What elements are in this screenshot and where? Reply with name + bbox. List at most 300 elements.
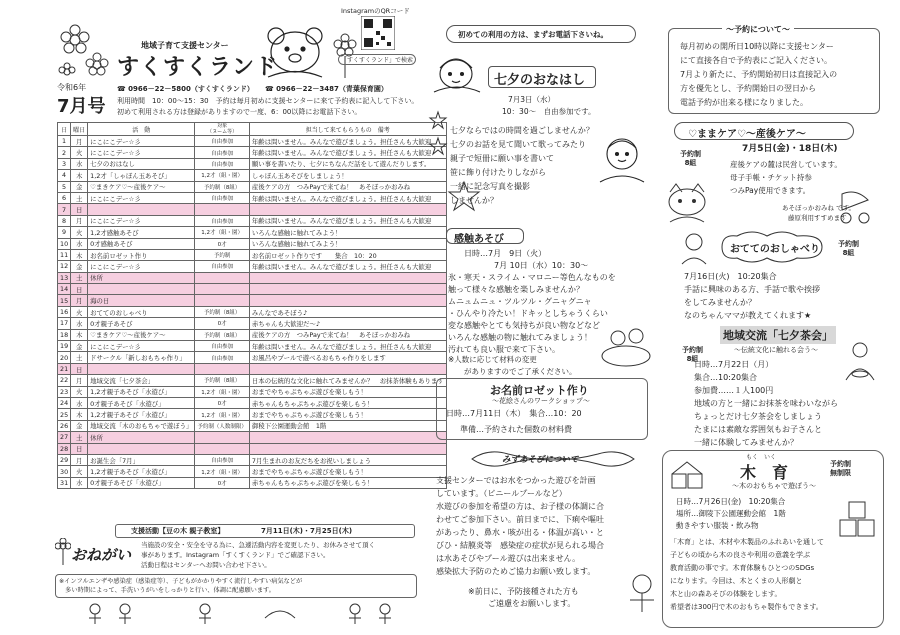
schedule-row [58,477,447,488]
mizu-note2: ご遠慮をお願いします。 [488,599,576,608]
schedule-weekday: 日 [71,443,88,454]
schedule-notes: いろんな感触に触れてみよう！ [249,227,446,238]
schedule-weekday: 火 [71,306,88,317]
mokuiku-desc-line: になります。今回は、木とくまの人形劇と [670,577,803,585]
schedule-weekday: 金 [71,420,88,431]
schedule-row [58,284,447,295]
schedule-notes: 年齢は問いません。みんなで遊びましょう。担任さんも大歓迎 [249,147,446,158]
mokuiku-desc-line: 希望者は300円で木のおもちゃ製作もできます。 [670,603,823,611]
right-column [660,0,885,635]
schedule-day: 3 [58,158,71,169]
schedule-day: 27 [58,432,71,443]
schedule-activity: にこにこデー☆彡 [88,341,195,352]
mamacare-line: つみPay使用できます。 [730,186,811,195]
kanshoku-title: 感触あそび [454,234,504,245]
mokuiku-line: 動きやすい服装・飲み物 [676,521,759,530]
middle-column [428,0,658,635]
kanshoku-date1: 日時…7月 9日（火） [464,249,547,258]
otete-line: なのちゃんママが教えてくれます★ [684,311,812,320]
schedule-row [58,409,447,420]
rosette-date: 日時…7月11日（木） 集合…10：20 [446,409,582,418]
schedule-weekday: 日 [71,284,88,295]
schedule-weekday: 水 [71,397,88,408]
schedule-row [58,306,447,317]
schedule-day: 8 [58,215,71,226]
schedule-notes [249,284,446,295]
schedule-target: 1,2才（組・園） [195,386,250,397]
otete-title: おててのおしゃべり [730,244,820,255]
schedule-target: 自由参加 [195,215,250,226]
schedule-notes: 年齢は問いません。みんなで遊びましょう。担任さんも大歓迎 [249,215,446,226]
col-header-notes: 担当して来てもらうもの 備考 [249,123,446,136]
schedule-day: 10 [58,238,71,249]
schedule-weekday: 日 [71,363,88,374]
chakai-line: 日時…7月22日（月） [694,360,774,369]
mamacare-title: ♡ままケア♡～産後ケア～ [688,129,806,140]
schedule-target: 自由参加 [195,192,250,203]
kanshoku-note1: ※人数に応じて材料の変更 [448,355,537,364]
schedule-day: 17 [58,318,71,329]
mamacare-date: 7月5日(金)・18日(木) [742,144,838,154]
schedule-row [58,261,447,272]
schedule-row [58,363,447,374]
schedule-notes: 年齢は問いません。みんなで遊びましょう。担任さんも大歓迎 [249,261,446,272]
schedule-day: 12 [58,261,71,272]
schedule-notes: 年齢は問いません。みんなで遊びましょう。担任さんも大歓迎 [249,136,446,147]
star-decoration-icon [434,180,494,216]
schedule-day: 20 [58,352,71,363]
tanabata-date: 7月3日（水） [508,95,556,104]
schedule-activity: 休所 [88,272,195,283]
schedule-day: 25 [58,409,71,420]
schedule-row [58,432,447,443]
schedule-activity: 1,2才親子あそび「水遊び」 [88,466,195,477]
schedule-activity: にこにこデー☆彡 [88,261,195,272]
schedule-target: 1,2才（組・園） [195,409,250,420]
schedule-target [195,295,250,306]
schedule-notes: 年齢は問いません。みんなで遊びましょう。担任さんも大歓迎 [249,341,446,352]
schedule-notes: 願い事を書いたり、七夕にちなんだ話をして遊んだりします。 [249,158,446,169]
schedule-day: 11 [58,249,71,260]
schedule-activity: 1,2才「しゃぼん玉あそび」 [88,170,195,181]
kanshoku-note2: がありますのでご了承ください。 [464,367,577,376]
mizu-title: みずあそびについて [502,455,579,465]
schedule-day: 6 [58,192,71,203]
schedule-activity: 地域交流「七夕茶会」 [88,375,195,386]
mokuiku-title: 木 育 [740,463,789,482]
schedule-weekday: 火 [71,466,88,477]
support-activity-dates: 7月11日(木)・7月25日(木) [261,527,353,535]
schedule-target: 予約制（8組） [195,329,250,340]
schedule-activity: にこにこデー☆彡 [88,147,195,158]
first-time-note: 初めて利用される方は登録がありますので一度、6：00以降にお電話下さい。 [117,108,362,116]
qr-label: InstagramのQRコード [341,7,410,15]
support-activity-label: 支援活動【豆の木 親子教室】 [131,527,225,535]
wooden-blocks-icon [836,494,880,540]
mokuiku-reserve-tag: 予約制 無制限 [830,460,851,477]
schedule-notes: おまでやちゃぷちゃぷ遊びを楽しもう！ [249,466,446,477]
schedule-row [58,204,447,215]
schedule-day: 15 [58,295,71,306]
schedule-day: 24 [58,397,71,408]
rosette-sub: ～花絵さんのワークショップ～ [492,397,590,405]
schedule-notes: お名前ロゼット作りです 集合 10：20 [249,249,446,260]
schedule-activity: 1,2才親子あそび「水遊び」 [88,409,195,420]
mokuiku-desc-line: 子どもの頃から木の良さや利用の意義を学ぶ [670,551,810,559]
schedule-day: 14 [58,284,71,295]
flower-decoration-icon [55,20,115,90]
mokuiku-desc-line: 教育活動の事です。木育体験もひとつのSDGs [670,564,815,572]
kanshoku-line: 変な感触やとても気持ちが良い物などなど [448,321,600,330]
schedule-activity [88,443,195,454]
slime-play-icon [598,320,654,370]
mizu-note1: ※前日に、予防接種された方も [468,587,579,596]
kanshoku-line: 触って様々な感触を楽しみませんか？ [448,285,584,294]
schedule-row [58,192,447,203]
schedule-notes: 日本の伝統的な文化に触れてみませんか？ お抹茶体験もあります [249,375,446,386]
schedule-target: 自由参加 [195,261,250,272]
phone-center: ☎ 0966－22－5800（すくすくランド） [117,85,254,93]
schedule-target [195,204,250,215]
schedule-row [58,136,447,147]
tanabata-line: 一緒に記念写真を撮影 [450,182,530,191]
schedule-day: 4 [58,170,71,181]
schedule-activity: にこにこデー☆彡 [88,215,195,226]
mamacare-line: 産後ケアの麓は民営しています。 [730,160,842,169]
tanabata-line: 親子で短冊に願い事を書いて [450,154,554,163]
left-column [55,0,444,635]
tanabata-time: 10：30～ 自由参加です。 [502,107,596,116]
child-waving-icon [624,572,660,616]
schedule-table [57,122,447,489]
schedule-weekday: 木 [71,170,88,181]
schedule-weekday: 水 [71,477,88,488]
schedule-activity: おててのおしゃべり [88,306,195,317]
phone-nursery: ☎ 0966－22－3487（青葉保育園） [265,85,388,93]
page-title: すくすくランド [117,55,279,80]
schedule-day: 5 [58,181,71,192]
schedule-day: 1 [58,136,71,147]
kanshoku-line: ムニュムニュ・ツルツル・グニャグニャ [448,297,592,306]
schedule-day: 28 [58,443,71,454]
schedule-weekday: 月 [71,295,88,306]
col-header-day: 日 [58,123,71,136]
tanabata-title: 七夕のおなはし [494,73,586,88]
chakai-sub: ～伝統文化に触れる会う～ [734,346,818,354]
onegai-line: 事があります。Instagram「すくすくランド」でご確認下さい。 [141,551,330,559]
rosette-prep: 準備…予約された個数の材料費 [460,425,572,434]
yoyaku-line: 毎月初めの開所日10時以降に支援センター [680,42,834,51]
schedule-target: 自由参加 [195,158,250,169]
schedule-activity [88,204,195,215]
schedule-notes: 赤ちゃんもちゃぷちゃぷ遊びを楽しもう！ [249,477,446,488]
schedule-activity: お名前ロゼット作り [88,249,195,260]
chakai-reserve-tag: 予約制 8組 [682,346,703,363]
schedule-header-row [58,123,447,136]
kanshoku-line: いろんな感触の物に触れてみましょう！ [448,333,592,342]
schedule-row [58,215,447,226]
schedule-day: 23 [58,386,71,397]
schedule-weekday: 土 [71,272,88,283]
schedule-activity: 1,2才感触あそび [88,227,195,238]
schedule-weekday: 日 [71,204,88,215]
schedule-day: 30 [58,466,71,477]
schedule-row [58,249,447,260]
hours-info: 利用時間 10：00～15：30 予約は毎月初めに支援センターに来て予約表に記入して下さい。 [117,97,419,105]
mamacare-sign: あそぼっかおみね です。 [782,204,856,212]
yoyaku-line: 方を優先とし、予約開始日の翌日から [680,84,816,93]
mokuiku-line: 日時…7月26日(金) 10:20集合 [676,497,786,506]
schedule-row [58,272,447,283]
schedule-notes: 赤ちゃんもちゃぷちゃぷ遊びを楽しもう！ [249,397,446,408]
schedule-notes: いろんな感触に触れてみよう！ [249,238,446,249]
mamacare-sign2: 藤原利用すすめます [788,214,847,222]
schedule-weekday: 月 [71,375,88,386]
qr-search-hint: 「すくすくランド」で検索 [338,54,416,65]
yoyaku-line: 電話予約が出来る様になりました。 [680,98,808,107]
schedule-notes [249,204,446,215]
schedule-row [58,147,447,158]
mizu-line: わせてご参加下さい。前日までに、下痢や嘔吐 [436,515,604,524]
tanabata-line: 七夕ならではの時間を過ごしませんか？ [450,126,594,135]
schedule-target: 予約制（8組） [195,375,250,386]
schedule-weekday: 水 [71,158,88,169]
cat-mascot-icon [660,182,714,226]
tanabata-line: しませんか？ [450,196,498,205]
schedule-notes [249,432,446,443]
schedule-target [195,363,250,374]
schedule-target: 予約制 [195,249,250,260]
first-time-text: 初めての利用の方は、まずお電話下さいね。 [458,30,608,39]
schedule-target: 1,2才（組・園） [195,227,250,238]
mokuiku-line: 場所…御陵下公園運動会館 1階 [676,509,786,518]
chakai-line: 地域の方と一緒にお抹茶を味わいながら [694,399,838,408]
mokuiku-ruby: もく いく [746,454,777,461]
issue-month: 7月号 [57,96,106,117]
schedule-day: 7 [58,204,71,215]
mokuiku-desc-line: 「木育」とは、木材や木製品のふれあいを通して [670,538,824,546]
schedule-row [58,318,447,329]
tanabata-line: 七夕のお話を見て聞いて歌ってみたり [450,140,586,149]
chakai-line: 集合…10:20集合 [694,373,758,382]
schedule-weekday: 月 [71,454,88,465]
schedule-day: 22 [58,375,71,386]
col-header-target: 対象 （ヌーム等） [195,123,250,136]
schedule-row [58,238,447,249]
schedule-target: 1,2才（組・園） [195,170,250,181]
schedule-row [58,158,447,169]
schedule-notes: 産後ケアの方 つみPayで来てね！ あそぼっかおみね [249,181,446,192]
kanshoku-line: 汚れても良い服で来て下さい。 [448,345,560,354]
center-name: 地域子育て支援センター [141,41,229,50]
schedule-notes: みんなであそぼう♪ [249,306,446,317]
schedule-target: 自由参加 [195,352,250,363]
children-drawing-icon [65,600,415,628]
schedule-weekday: 土 [71,432,88,443]
schedule-weekday: 金 [71,341,88,352]
schedule-target [195,443,250,454]
onegai-title: おねがい [71,546,132,564]
mizu-line: しています。（ビニールプールなど） [436,489,567,498]
schedule-target [195,272,250,283]
yoyaku-title: ～予約について～ [722,24,794,35]
schedule-activity: 地域交流「木のおもちゃで遊ぼう」 [88,420,195,431]
tanabata-line: 笹に飾り付けたりしながら [450,168,546,177]
onegai-line: 当施設の安全・安全を守る為に、急遽活動内容を変更したり、お休みさせて頂く [141,541,375,549]
schedule-notes: 赤ちゃんも大歓迎だ～♪ [249,318,446,329]
schedule-target: 自由参加 [195,147,250,158]
otete-line: 手話に興味のある方、手話で歌や挨拶 [684,285,820,294]
schedule-target: 予約制（人数制限） [195,420,250,431]
schedule-row [58,227,447,238]
schedule-row [58,454,447,465]
mizu-line: 支援センターではお水をつかった遊びを計画 [436,476,596,485]
yoyaku-line: にて直接各自で予約表にご記入ください。 [680,56,832,65]
mizu-line: 水遊びの参加を希望の方は、お子様の体調に合 [436,502,604,511]
schedule-target: 0才 [195,397,250,408]
schedule-activity [88,363,195,374]
mizu-line: があったり、鼻水・咳が出る・体温が高い・と [436,528,604,537]
mizu-line: びひ・結膜炎等 感染症の症状が見られる場合 [436,541,604,550]
rosette-title: お名前ロゼット作り [490,384,589,397]
schedule-notes [249,295,446,306]
schedule-weekday: 金 [71,181,88,192]
mokuiku-desc-line: 木と山の森あそびの体験をします。 [670,590,782,598]
schedule-target: 0才 [195,238,250,249]
star-decoration-icon [428,110,448,160]
schedule-activity: 1,2才親子あそび「水遊び」 [88,386,195,397]
schedule-activity: にこにこデー☆彡 [88,136,195,147]
schedule-day: 2 [58,147,71,158]
sign-language-icon [678,232,710,266]
schedule-target: 予約制（8組） [195,181,250,192]
otete-line: 7月16日(火) 10:20集合 [684,272,777,281]
chakai-line: 一緒に体験してみませんか？ [694,438,798,447]
schedule-activity: 0才親子あそび「水遊び」 [88,477,195,488]
schedule-weekday: 金 [71,261,88,272]
mamacare-line: 母子手帳・チケット持参 [730,173,812,182]
schedule-notes: 7月生まれのお友だちをお祝いしましょう [249,454,446,465]
chakai-line: ちょっとだけ七夕茶会をしましょう [694,412,822,421]
schedule-day: 21 [58,363,71,374]
schedule-row [58,397,447,408]
schedule-row [58,443,447,454]
yoyaku-line: 7月より新たに、予約開始初日は直接記入の [680,70,838,79]
schedule-day: 19 [58,341,71,352]
hikoboshi-boy-icon [594,130,650,186]
schedule-row [58,170,447,181]
schedule-activity: 休所 [88,432,195,443]
schedule-row [58,386,447,397]
schedule-day: 18 [58,329,71,340]
schedule-weekday: 月 [71,136,88,147]
schedule-notes [249,443,446,454]
kanshoku-date2: 7月 10日（水）10：30～ [494,261,589,270]
schedule-row [58,295,447,306]
kanshoku-line: 氷・寒天・スライム・マロニー等色んなものを [448,273,616,282]
schedule-activity: 0才親子あそび「水遊び」 [88,397,195,408]
schedule-weekday: 火 [71,227,88,238]
schedule-target: 予約制（8組） [195,306,250,317]
schedule-activity: ♡まきケア♡～産後ケア～ [88,329,195,340]
schedule-day: 13 [58,272,71,283]
schedule-notes: お風呂やプールで遊べるおもちゃ作りをします [249,352,446,363]
schedule-target [195,284,250,295]
schedule-row [58,375,447,386]
schedule-weekday: 木 [71,329,88,340]
chakai-line: たまには素敵な雰囲気もお子さんと [694,425,822,434]
mizu-line: 感染拡大予防のためご協力お願い致します。 [436,567,596,576]
otete-reserve-tag: 予約制 8組 [838,240,859,257]
schedule-activity: 0才感触あそび [88,238,195,249]
schedule-target: 0才 [195,318,250,329]
schedule-weekday: 火 [71,147,88,158]
schedule-activity: ♡まきケア♡～産後ケア～ [88,181,195,192]
schedule-day: 26 [58,420,71,431]
era-label: 令和6年 [57,83,87,92]
schedule-target: 自由参加 [195,454,250,465]
schedule-row [58,420,447,431]
orihime-girl-icon [430,52,484,102]
schedule-row [58,181,447,192]
schedule-weekday: 水 [71,318,88,329]
schedule-activity: ドサークル「新しおもちゃ作り」 [88,352,195,363]
schedule-day: 29 [58,454,71,465]
schedule-notes: 年齢は問いません。みんなで遊びましょう。担任さんも大歓迎 [249,192,446,203]
schedule-day: 16 [58,306,71,317]
schedule-target: 0才 [195,477,250,488]
schedule-notes: 産後ケアの方 つみPayで来てね！ あそぼっかおみね [249,329,446,340]
schedule-activity: お誕生会「7月」 [88,454,195,465]
mamacare-reserve-tag: 予約制 8組 [680,150,701,167]
schedule-target: 1,2才（組・園） [195,466,250,477]
mizu-line: は水あそびやプール遊びは出来ません。 [436,554,581,563]
schedule-row [58,329,447,340]
qr-code-icon[interactable] [361,16,395,50]
schedule-weekday: 土 [71,192,88,203]
schedule-target [195,432,250,443]
bear-mascot-icon [260,22,330,82]
schedule-activity: にこにこデー☆彡 [88,192,195,203]
schedule-weekday: 土 [71,352,88,363]
schedule-weekday: 木 [71,409,88,420]
schedule-target: 自由参加 [195,136,250,147]
schedule-notes [249,272,446,283]
schedule-notes: おまでやちゃぷちゃぷ遊びを楽しもう！ [249,386,446,397]
mokuiku-sub: ～木のおもちゃで遊ぼう～ [732,482,816,490]
schedule-notes: 御稜下公園運動会館 1階 [249,420,446,431]
footer-note-line: ※インフルエンザや感染症（感染症等）、子どもがかかりやすく流行しやすい病気などが [59,578,303,585]
chakai-line: 参加費……１人100円 [694,386,774,395]
onegai-line: 活動日程はセンターへお問い合わせ下さい。 [141,561,271,569]
schedule-row [58,352,447,363]
otete-line: をしてみませんか？ [684,298,756,307]
chakai-title: 地域交流「七夕茶会」 [720,326,836,344]
schedule-notes: しゃぼん玉あそびをしましょう！ [249,170,446,181]
schedule-weekday: 木 [71,249,88,260]
schedule-target: 自由参加 [195,341,250,352]
schedule-notes: おまでやちゃぷちゃぷ遊びを楽しもう！ [249,409,446,420]
footer-note-line: 多い時期によって、手洗いうがいをしっかりと行い、体調に配慮願います。 [59,587,275,594]
schedule-weekday: 月 [71,215,88,226]
kanshoku-line: ・ひんやり冷たい！ドキッとしちゃうくらい [448,309,608,318]
schedule-activity: 海の日 [88,295,195,306]
schedule-weekday: 水 [71,238,88,249]
schedule-row [58,466,447,477]
schedule-weekday: 火 [71,386,88,397]
schedule-row [58,341,447,352]
flower-decoration-icon [55,538,71,566]
